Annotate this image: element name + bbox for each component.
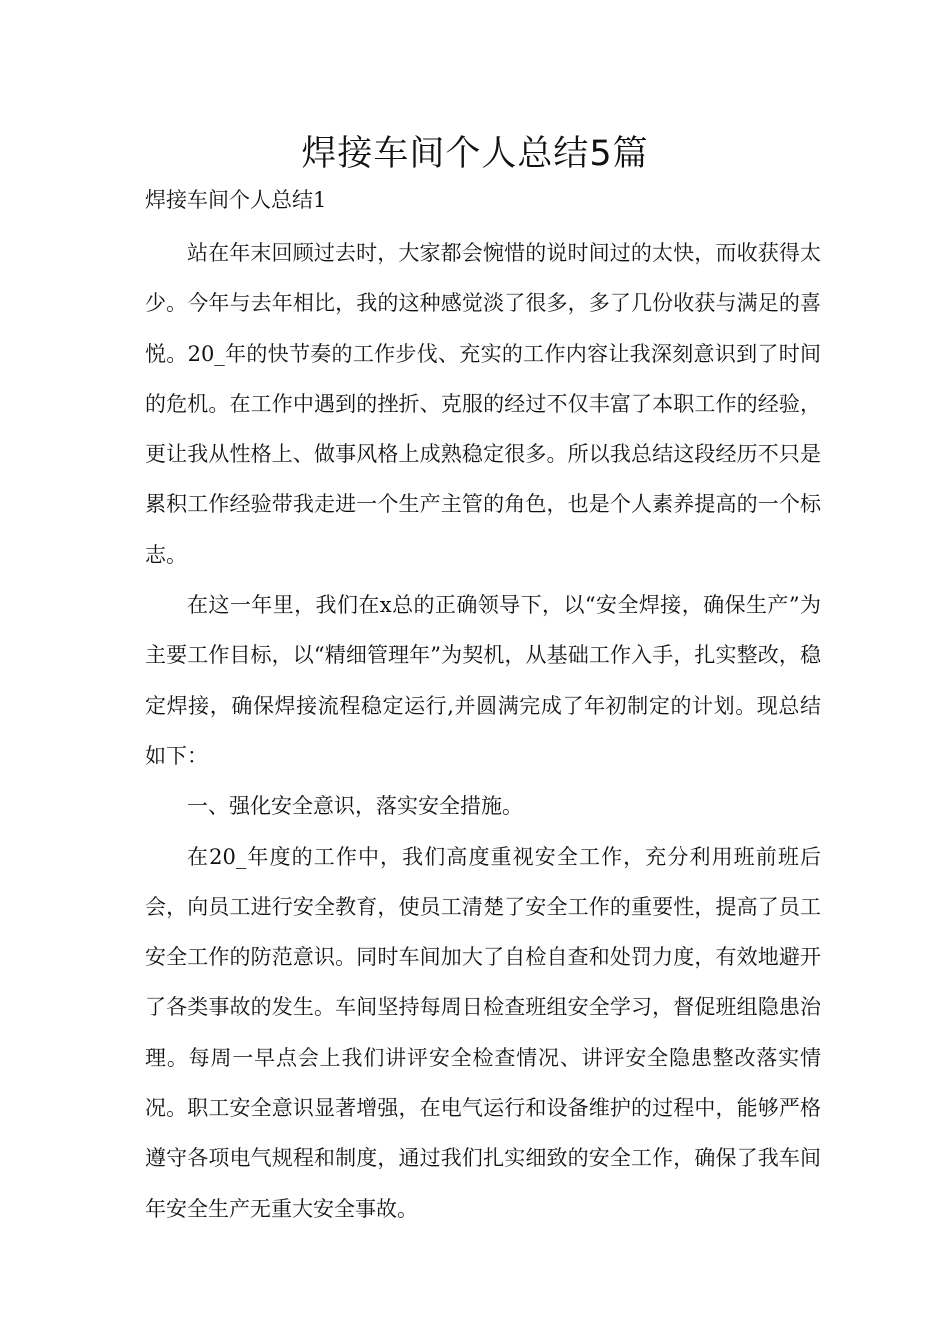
document-body bbox=[145, 228, 821, 1234]
paragraph-intro: 站在年末回顾过去时，大家都会惋惜的说时间过的太快，而收获得太少。今年与去年相比，我的这种感觉淡了很多，多了几份收获与满足的喜悦。20_年的快节奏的工作步伐、充实的工作内容让我深刻意识到了时间的危机。在工作中遇到的挫折、克服的经过不仅丰富了本职工作的经验，更让我从性格上、做事风格上成熟稳定很多。所以我总结这段经历不只是累积工作经验带我走进一个生产主管的角色，也是个人素养提高的一个标志。 bbox=[145, 241, 821, 567]
section-heading: 焊接车间个人总结1 bbox=[145, 188, 327, 212]
document-title: 焊接车间个人总结5篇 bbox=[301, 134, 649, 174]
paragraph-safety-details: 在20_年度的工作中，我们高度重视安全工作，充分利用班前班后会，向员工进行安全教育，使员工清楚了安全工作的重要性，提高了员工安全工作的防范意识。同时车间加大了自检自查和处罚力度，有效地避开了各类事故的发生。车间坚持每周日检查班组安全学习，督促班组隐患治理。每周一早点会上我们讲评安全检查情况、讲评安全隐患整改落实情况。职工安全意识显著增强，在电气运行和设备维护的过程中，能够严格遵守各项电气规程和制度，通过我们扎实细致的安全工作，确保了我车间年安全生产无重大安全事故。 bbox=[145, 844, 821, 1221]
paragraph-overview: 在这一年里，我们在x总的正确领导下，以“安全焊接，确保生产”为主要工作目标，以“精细管理年”为契机，从基础工作入手，扎实整改，稳定焊接，确保焊接流程稳定运行,并圆满完成了年初制定的计划。现总结如下： bbox=[145, 593, 821, 768]
paragraph-heading-safety: 一、强化安全意识，落实安全措施。 bbox=[187, 794, 523, 819]
